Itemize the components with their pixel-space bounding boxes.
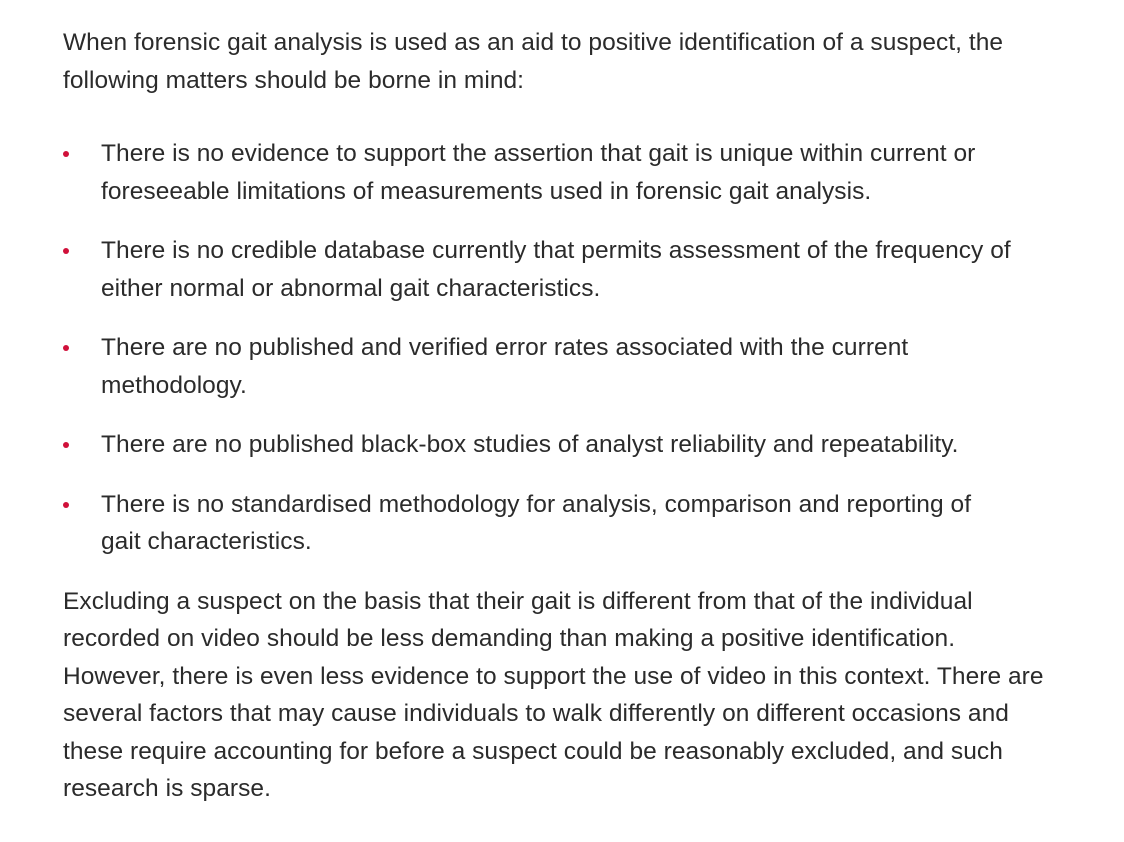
list-item-text: There are no published and verified error rates associated with the current methodology.: [101, 334, 909, 399]
considerations-list: [63, 135, 1063, 561]
bullet-dot-icon: [63, 442, 69, 448]
list-item: [63, 232, 1063, 307]
list-item: [63, 329, 1063, 404]
bullet-dot-icon: [63, 151, 69, 157]
bullet-dot-icon: [63, 345, 69, 351]
closing-paragraph: Excluding a suspect on the basis that their gait is different from that of the individual recorded on video should be less demanding than making a positive identification. However, there is even less evidence to support the use of video in this context. There are several factors that may cause individuals to walk differently on different occasions and these require accounting for before a suspect could be reasonably excluded, and such research is sparse.: [63, 587, 1044, 802]
document-body: [63, 24, 1063, 808]
list-item: [63, 135, 1063, 210]
bullet-dot-icon: [63, 502, 69, 508]
list-item-text: There are no published black-box studies of analyst reliability and repeatability.: [101, 431, 959, 458]
list-item: [63, 426, 1063, 464]
list-item-text: There is no evidence to support the assertion that gait is unique within current or foreseeable limitations of measurements used in forensic gait analysis.: [101, 140, 976, 205]
bullet-dot-icon: [63, 248, 69, 254]
intro-paragraph: When forensic gait analysis is used as an aid to positive identification of a suspect, the following matters should be borne in mind:: [63, 29, 1004, 94]
list-item-text: There is no standardised methodology for analysis, comparison and reporting of gait characteristics.: [101, 490, 972, 555]
list-item-text: There is no credible database currently that permits assessment of the frequency of either normal or abnormal gait characteristics.: [101, 237, 1011, 302]
list-item: [63, 486, 1063, 561]
